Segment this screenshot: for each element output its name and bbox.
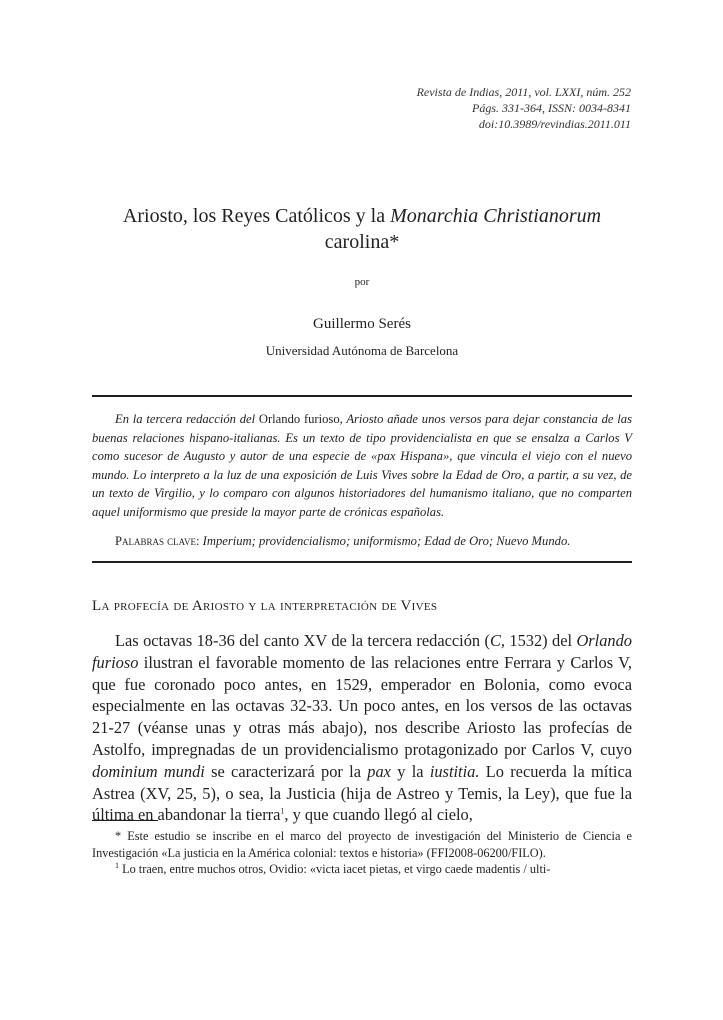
body-text (92, 630, 632, 826)
footnote-1 (92, 861, 632, 878)
keywords-text: Imperium; providencialismo; uniformismo; Edad de Oro; Nuevo Mundo. (202, 533, 571, 548)
body-dominium-italic: dominium mundi (92, 761, 205, 781)
body-seg-italic: C, (489, 631, 505, 650)
keywords-label: Palabras clave (115, 533, 196, 548)
section-heading: La profecía de Ariosto y la interpretación de Vives (92, 598, 438, 614)
header-citation: Revista de Indias, 2011, vol. LXXI, núm. 252 (416, 85, 631, 99)
abstract (92, 410, 632, 550)
body-pax-italic: pax (367, 761, 391, 781)
abstract-top-rule (92, 395, 632, 397)
article-title (92, 203, 632, 255)
author-affiliation: Universidad Autónoma de Barcelona (265, 343, 459, 358)
footnotes (92, 828, 632, 878)
byline-por: por (354, 276, 370, 288)
title-italic: Monarchia Christianorum (390, 205, 602, 227)
footnote-star: * Este estudio se inscribe en el marco del proyecto de investigación del Ministerio de Ciencia e Investigación «La justicia en la América colonial: textos e historia» (FFI2008-06200/FILO). (92, 829, 632, 860)
footnote-ref-1[interactable]: 1 (280, 806, 285, 816)
body-seg: 1532) del (504, 631, 577, 650)
body-seg: se caracterizará por la (204, 761, 368, 781)
body-seg: Lo recuerda la mítica Astrea (XV, 25, 5), o sea, la Justicia (hija de Astreo y Temis, la Ley), que fue la última en abandonar la tierra (92, 761, 632, 825)
abstract-bottom-rule (92, 561, 632, 563)
body-paragraph (92, 630, 632, 826)
body-seg: , y que cuando llegó al cielo, (284, 805, 473, 825)
footnote-1-number: 1 (115, 861, 119, 871)
header-doi: doi:10.3989/revindias.2011.011 (478, 117, 631, 131)
abstract-body: , Ariosto añade unos versos para dejar constancia de las buenas relaciones hispano-italianas. Es un texto de tipo providencialista en que se ensalza a Carlos V como sucesor de Augusto y autor de una especie de «pax Hispana», que vincula el viejo con el nuevo mundo. Lo interpreto a la luz de una exposición de Luis Vives sobre la Edad de Oro, a partir, a su vez, de un texto de Virgilio, y lo comparo con algunos historiadores del humanismo italiano, que no comparten aquel uniformismo que preside la mayor parte de crónicas españolas. (92, 412, 632, 519)
footnote-separator (92, 820, 158, 821)
footnote-1-text: Lo traen, entre muchos otros, Ovidio: «victa iacet pietas, et virgo caede madentis / ulti- (119, 862, 551, 877)
title-part-3: carolina* (324, 231, 400, 253)
keywords (92, 532, 632, 551)
abstract-work-title: Orlando furioso (258, 412, 340, 426)
body-orlando-italic: Orlando furioso (92, 631, 633, 672)
title-part-1: Ariosto, los Reyes Católicos y la (122, 205, 391, 227)
body-iustitia-italic: iustitia. (429, 761, 480, 781)
abstract-lead: En la tercera redacción del (115, 412, 259, 426)
abstract-text (92, 410, 632, 522)
journal-header (417, 84, 631, 132)
body-seg: Las octavas 18-36 del canto XV de la tercera redacción ( (115, 631, 490, 650)
keywords-sep: : (196, 533, 203, 548)
body-seg: ilustran el favorable momento de las relaciones entre Ferrara y Carlos V, que fue coronado poco antes, en 1529, emperador en Bolonia, como evoca especialmente en las octavas 32-33. Un poco antes, en los versos de las octavas 21-27 (véanse unas y otras más abajo), nos describe Ariosto las profecías de Astolfo, impregnadas de un providencialismo protagonizado por Carlos V, cuyo (92, 652, 632, 759)
header-pages-issn: Págs. 331-364, ISSN: 0034-8341 (472, 101, 631, 115)
body-seg: y la (390, 761, 430, 781)
author-name: Guillermo Serés (313, 316, 411, 332)
